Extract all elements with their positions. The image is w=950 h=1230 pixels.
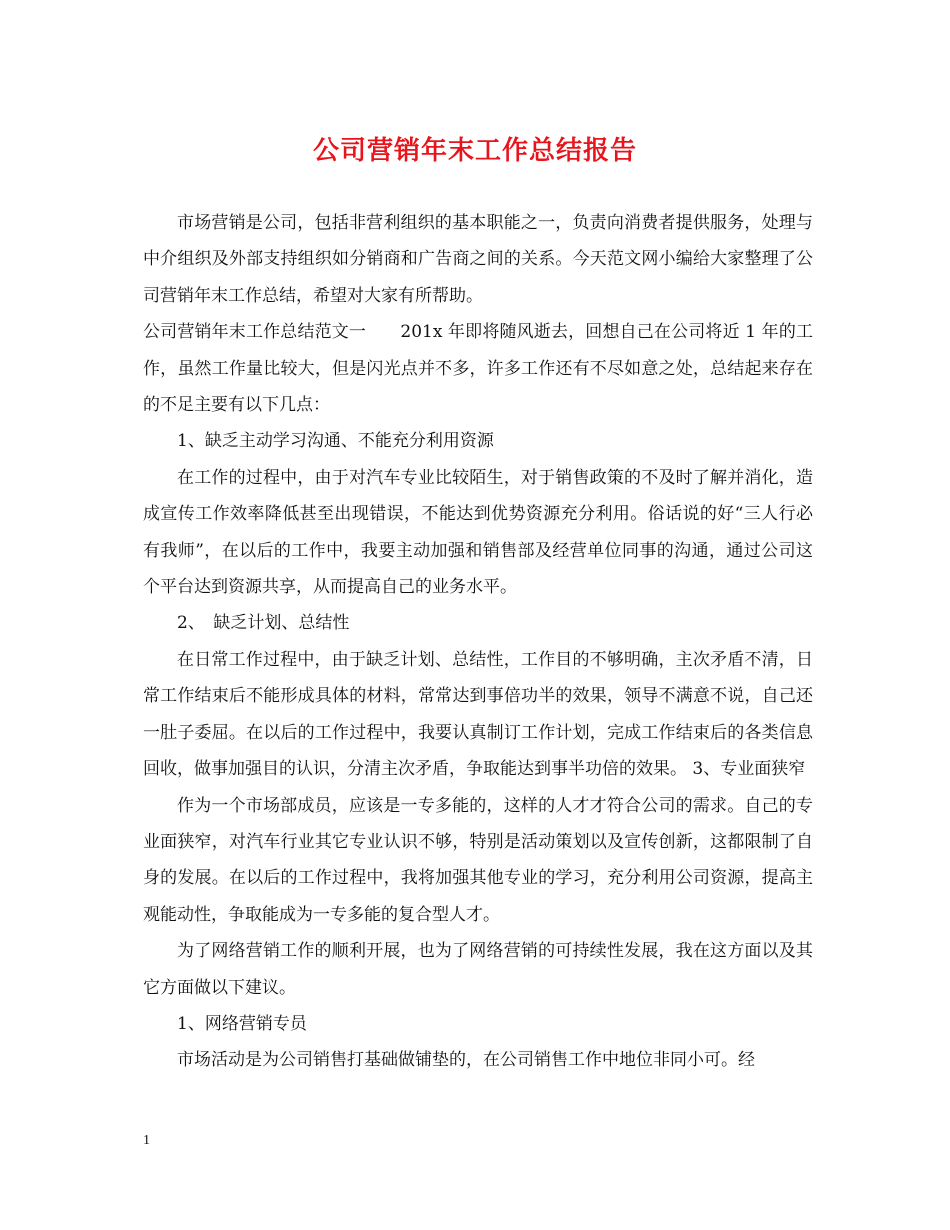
paragraph-intro: 市场营销是公司，包括非营利组织的基本职能之一，负责向消费者提供服务，处理与中介组织及外部支持组织如分销商和广告商之间的关系。今天范文网小编给大家整理了公司营销年末工作总结，希望对大家有所帮助。 bbox=[143, 213, 813, 306]
page-number: 1 bbox=[143, 1133, 150, 1148]
heading-suggestion-1: 1、网络营销专员 bbox=[177, 1013, 307, 1034]
paragraph-suggestions: 为了网络营销工作的顺利开展，也为了网络营销的可持续性发展，我在这方面以及其它方面做以下建议。 bbox=[143, 941, 813, 998]
document-body bbox=[143, 205, 813, 1079]
paragraph-item-1: 在工作的过程中，由于对汽车专业比较陌生，对于销售政策的不及时了解并消化，造成宣传工作效率降低甚至出现错误，不能达到优势资源充分利用。俗话说的好“三人行必有我师”，在以后的工作中，我要主动加强和销售部及经营单位同事的沟通，通过公司这个平台达到资源共享，从而提高自己的业务水平。 bbox=[143, 467, 813, 598]
paragraph-item-2: 在日常工作过程中，由于缺乏计划、总结性，工作目的不够明确，主次矛盾不清，日常工作结束后不能形成具体的材料，常常达到事倍功半的效果，领导不满意不说，自己还一肚子委屈。在以后的工作过程中，我要认真制订工作计划，完成工作结束后的各类信息回收，做事加强目的认识，分清主次矛盾，争取能达到事半功倍的效果。 3、专业面狭窄 bbox=[143, 649, 813, 780]
paragraph-sample-one: 公司营销年末工作总结范文一 201x 年即将随风逝去，回想自己在公司将近 1 年的工作，虽然工作量比较大，但是闪光点并不多，许多工作还有不尽如意之处，总结起来存在的不足主要有以下几点： bbox=[143, 322, 813, 416]
document-title: 公司营销年末工作总结报告 bbox=[312, 136, 637, 166]
heading-item-1: 1、缺乏主动学习沟通、不能充分利用资源 bbox=[177, 431, 494, 452]
heading-item-2: 2、 缺乏计划、总结性 bbox=[177, 613, 350, 634]
paragraph-item-3: 作为一个市场部成员，应该是一专多能的，这样的人才才符合公司的需求。自己的专业面狭窄，对汽车行业其它专业认识不够，特别是活动策划以及宣传创新，这都限制了自身的发展。在以后的工作过程中，我将加强其他专业的学习，充分利用公司资源，提高主观能动性，争取能成为一专多能的复合型人才。 bbox=[143, 795, 813, 925]
paragraph-suggestion-1: 市场活动是为公司销售打基础做铺垫的，在公司销售工作中地位非同小可。经 bbox=[177, 1050, 755, 1071]
